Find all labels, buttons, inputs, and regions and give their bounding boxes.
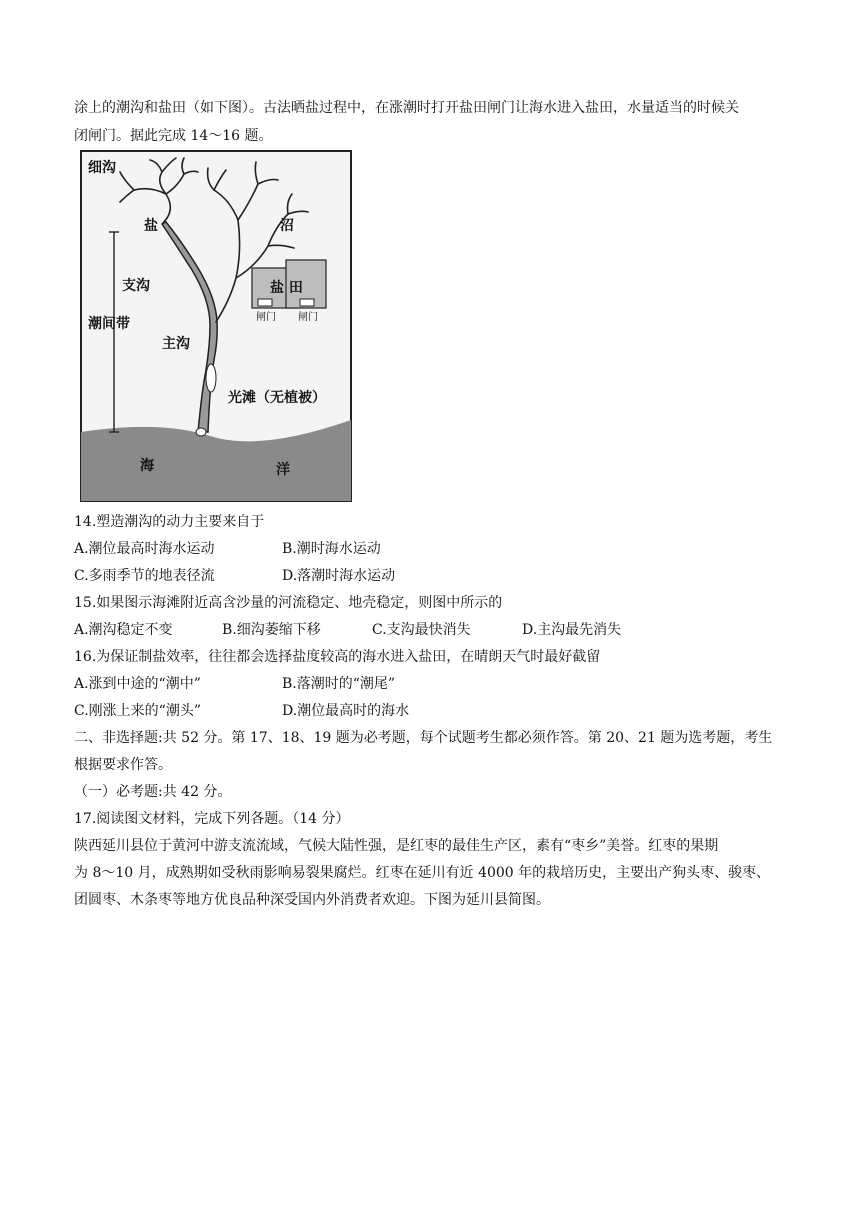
label-yang: 洋 (276, 462, 290, 478)
q16-option-b: B.落潮时的“潮尾” (282, 676, 396, 692)
q15-option-d: D.主沟最先消失 (522, 622, 622, 638)
sluice-gate-1 (258, 299, 272, 306)
q14-option-d: D.落潮时海水运动 (282, 568, 396, 584)
intro-line-2: 闭闸门。据此完成 14～16 题。 (74, 128, 273, 144)
creek-island (206, 364, 216, 392)
label-zhao: 沼 (280, 218, 294, 234)
section2-line-2: 根据要求作答。 (74, 757, 172, 773)
q14-option-b: B.潮时海水运动 (282, 541, 381, 557)
label-xigou: 细沟 (88, 160, 116, 176)
label-chaojiandai: 潮间带 (88, 316, 130, 332)
q17-para-3: 团圆枣、木条枣等地方优良品种深受国内外消费者欢迎。下图为延川县简图。 (74, 892, 550, 908)
label-yantian: 盐 田 (270, 280, 303, 296)
q15-option-a: A.潮沟稳定不变 (74, 622, 173, 638)
intro-line-1: 涂上的潮沟和盐田（如下图）。古法晒盐过程中，在涨潮时打开盐田闸门让海水进入盐田，水量适当的时候关 (74, 100, 739, 116)
q16-option-d: D.潮位最高时的海水 (282, 703, 410, 719)
label-zhamen-1: 闸门 (256, 312, 276, 323)
section2-line-1: 二、非选择题:共 52 分。第 17、18、19 题为必考题，每个试题考生都必须作答。第 20、21 题为选考题，考生 (74, 730, 773, 746)
q15-option-c: C.支沟最快消失 (372, 622, 471, 638)
q16-option-c: C.刚涨上来的“潮头” (74, 703, 201, 719)
q15-stem: 15.如果图示海滩附近高含沙量的河流稳定、地壳稳定，则图中所示的 (74, 595, 503, 611)
q14-stem: 14.塑造潮沟的动力主要来自于 (74, 514, 265, 530)
label-zhigou: 支沟 (122, 278, 150, 294)
label-yan: 盐 (144, 218, 158, 234)
label-hai: 海 (140, 458, 154, 474)
label-zhugou: 主沟 (162, 336, 190, 352)
label-guangtan: 光滩（无植被） (228, 390, 326, 406)
q14-option-c: C.多雨季节的地表径流 (74, 568, 215, 584)
section2-sub: （一）必考题:共 42 分。 (74, 784, 232, 800)
sluice-gate-2 (300, 299, 314, 306)
q16-option-a: A.涨到中途的“潮中” (74, 676, 201, 692)
tidal-creek-figure (80, 150, 352, 502)
label-zhamen-2: 闸门 (298, 312, 318, 323)
q15-option-b: B.细沟萎缩下移 (222, 622, 321, 638)
q16-stem: 16.为保证制盐效率，往往都会选择盐度较高的海水进入盐田，在晴朗天气时最好截留 (74, 649, 601, 665)
q17-para-2: 为 8～10 月，成熟期如受秋雨影响易裂果腐烂。红枣在延川有近 4000 年的栽培历史，主要出产狗头枣、骏枣、 (74, 865, 771, 881)
q17-para-1: 陕西延川县位于黄河中游支流流域，气候大陆性强，是红枣的最佳生产区，素有“枣乡”美誉。红枣的果期 (74, 838, 719, 854)
q14-option-a: A.潮位最高时海水运动 (74, 541, 215, 557)
q17-stem: 17.阅读图文材料，完成下列各题。（14 分） (74, 811, 350, 827)
